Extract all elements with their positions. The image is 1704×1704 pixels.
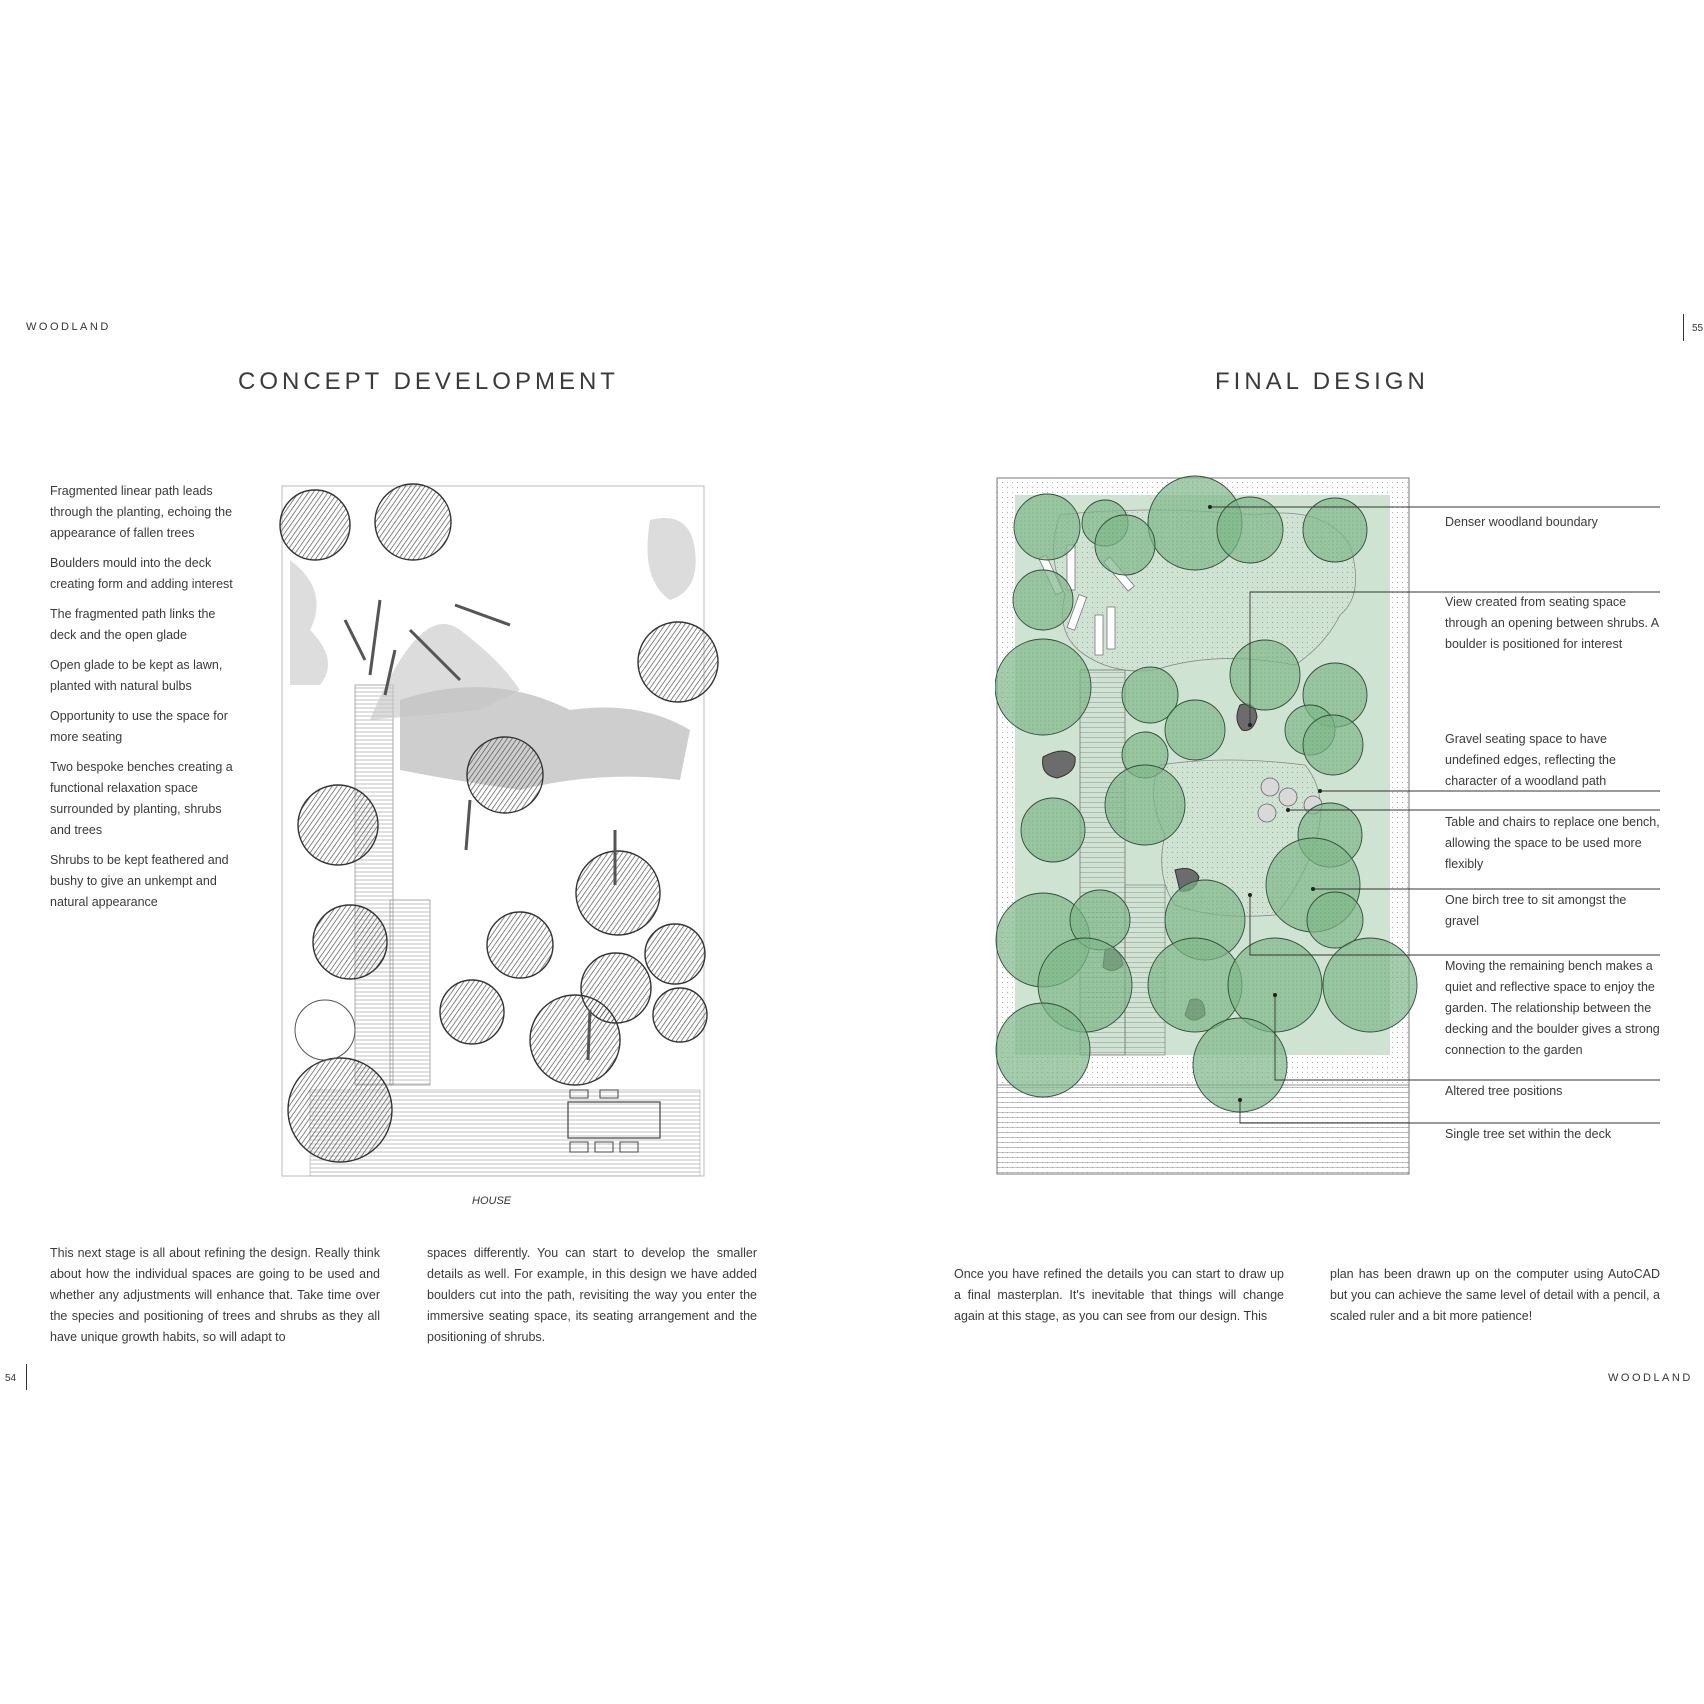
concept-sketch — [270, 470, 760, 1210]
plan-label: Denser woodland boundary — [1445, 515, 1598, 529]
annotation: Opportunity to use the space for more seating — [50, 709, 228, 744]
annotation: Shrubs to be kept feathered and bushy to give an unkempt and natural appearance — [50, 853, 229, 909]
page-title-left: CONCEPT DEVELOPMENT — [238, 368, 619, 395]
plan-label: Table and chairs to replace one bench, allowing the space to be used more flexibly — [1445, 815, 1660, 871]
page-title-right: FINAL DESIGN — [1215, 368, 1429, 395]
plan-label: View created from seating space through an opening between shrubs. A boulder is positioned for interest — [1445, 595, 1659, 651]
plan-label: One birch tree to sit amongst the gravel — [1445, 893, 1627, 928]
page-number-right: 55 — [1692, 323, 1704, 334]
annotation: Open glade to be kept as lawn, planted with natural bulbs — [50, 658, 223, 693]
plan-label: Gravel seating space to have undefined edges, reflecting the character of a woodland path — [1445, 732, 1616, 788]
annotation: Boulders mould into the deck creating form and adding interest — [50, 556, 233, 591]
body-text-right-col2: plan has been drawn up on the computer using AutoCAD but you can achieve the same level of detail with a pencil, a scaled ruler and a bit more patience! — [1330, 1267, 1660, 1323]
page-divider-left — [26, 1364, 27, 1390]
sketch-label-house: HOUSE — [472, 1195, 512, 1207]
plan-label: Single tree set within the deck — [1445, 1127, 1612, 1141]
page-number-left: 54 — [5, 1373, 17, 1384]
plan-label: Altered tree positions — [1445, 1084, 1563, 1098]
running-head-right: WOODLAND — [1608, 1372, 1693, 1384]
body-text-left-col2: spaces differently. You can start to develop the smaller details as well. For example, in this design we have added boulders cut into the path, revisiting the way you enter the immersive seating space, its seating arrangement and the positioning of shrubs. — [427, 1246, 757, 1344]
annotation: Fragmented linear path leads through the planting, echoing the appearance of fallen trees — [50, 484, 233, 540]
body-text-left-col1: This next stage is all about refining the design. Really think about how the individual spaces are going to be used and whether any adjustments will enhance that. Take time over the species and positioning of trees and shrubs as they all have unique growth habits, so will adapt to — [50, 1246, 380, 1344]
body-text-right-col1: Once you have refined the details you can start to draw up a final masterplan. It's inevitable that things will change again at this stage, as you can see from our design. This — [954, 1267, 1284, 1323]
annotation: Two bespoke benches creating a functional relaxation space surrounded by planting, shrubs and trees — [50, 760, 233, 837]
annotation-list — [50, 481, 240, 922]
annotation: The fragmented path links the deck and the open glade — [50, 607, 216, 642]
page-divider-right — [1683, 314, 1684, 341]
plan-label: Moving the remaining bench makes a quiet and reflective space to enjoy the garden. The relationship between the decking and the boulder gives a strong connection to the garden — [1445, 959, 1660, 1057]
running-head-left: WOODLAND — [26, 321, 111, 333]
